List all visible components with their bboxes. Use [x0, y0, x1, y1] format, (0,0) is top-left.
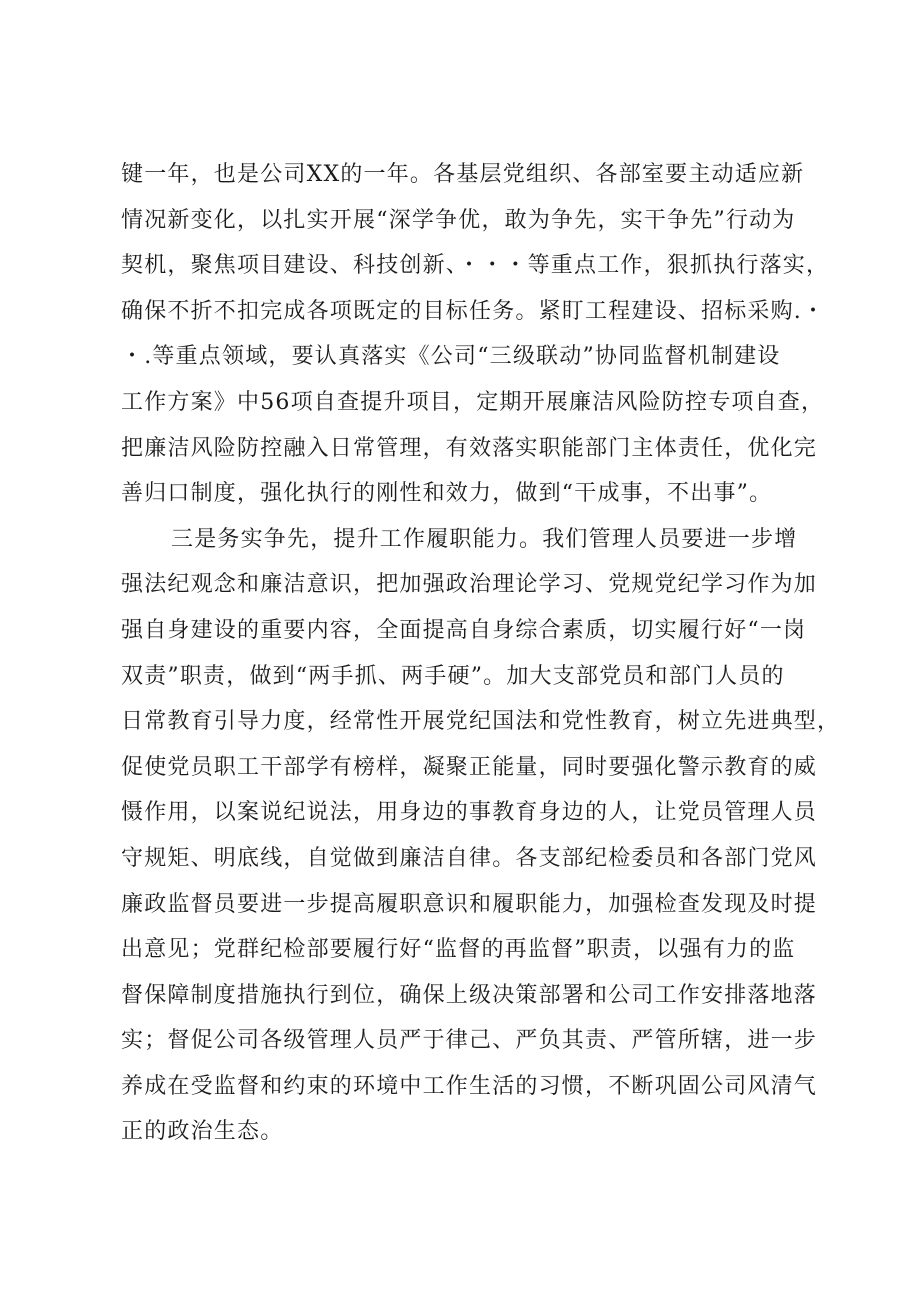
text-line: 双责”职责，做到“两手抓、两手硬”。加大支部党员和部门人员的 [121, 663, 785, 689]
paragraph [121, 517, 841, 1155]
text-line: 工作方案》中56项自查提升项目，定期开展廉洁风险防控专项自查， [121, 389, 825, 415]
text-line: 守规矩、明底线，自觉做到廉洁自律。各支部纪检委员和各部门党风 [121, 845, 818, 871]
text-line: 正的政治生态。 [121, 1119, 284, 1145]
text-line: 契机，聚焦项目建设、科技创新、・・・等重点工作，狠抓执行落实， [121, 253, 830, 279]
text-line: 促使党员职工干部学有榜样，凝聚正能量，同时要强化警示教育的威 [121, 754, 818, 780]
text-line: 实；督促公司各级管理人员严于律己、严负其责、严管所辖，进一步 [121, 1028, 818, 1054]
text-line: 督保障制度措施执行到位，确保上级决策部署和公司工作安排落地落 [121, 982, 818, 1008]
text-line: 养成在受监督和约束的环境中工作生活的习惯，不断巩固公司风清气 [121, 1073, 818, 1099]
text-line: 强自身建设的重要内容，全面提高自身综合素质，切实履行好“一岗 [121, 617, 807, 643]
text-line: 善归口制度，强化执行的刚性和效力，做到“干成事，不出事”。 [121, 481, 773, 507]
text-line: 强法纪观念和廉洁意识，把加强政治理论学习、党规党纪学习作为加 [121, 572, 818, 598]
text-line: 键一年，也是公司XX的一年。各基层党组织、各部室要主动适应新 [121, 162, 805, 187]
text-line: 三是务实争先，提升工作履职能力。我们管理人员要进一步增 [171, 526, 798, 552]
text-line: 把廉洁风险防控融入日常管理，有效落实职能部门主体责任，优化完 [121, 435, 818, 461]
text-line: 日常教育引导力度，经常性开展党纪国法和党性教育，树立先进典型， [121, 709, 841, 735]
text-line: 出意见；党群纪检部要履行好“监督的再监督”职责，以强有力的监 [121, 937, 796, 963]
text-line: 廉政监督员要进一步提高履职意识和履职能力，加强检查发现及时提 [121, 891, 818, 917]
text-line: 慑作用，以案说纪说法，用身边的事教育身边的人，让党员管理人员 [121, 800, 818, 826]
text-line: ・.等重点领域，要认真落实《公司“三级联动”协同监督机制建设 [121, 344, 781, 370]
text-line: 情况新变化，以扎实开展“深学争优，敢为争先，实干争先”行动为 [121, 207, 796, 233]
document-body [121, 152, 841, 1155]
text-line: 确保不折不扣完成各项既定的目标任务。紧盯工程建设、招标采购.・ [121, 298, 826, 324]
paragraph [121, 152, 841, 517]
